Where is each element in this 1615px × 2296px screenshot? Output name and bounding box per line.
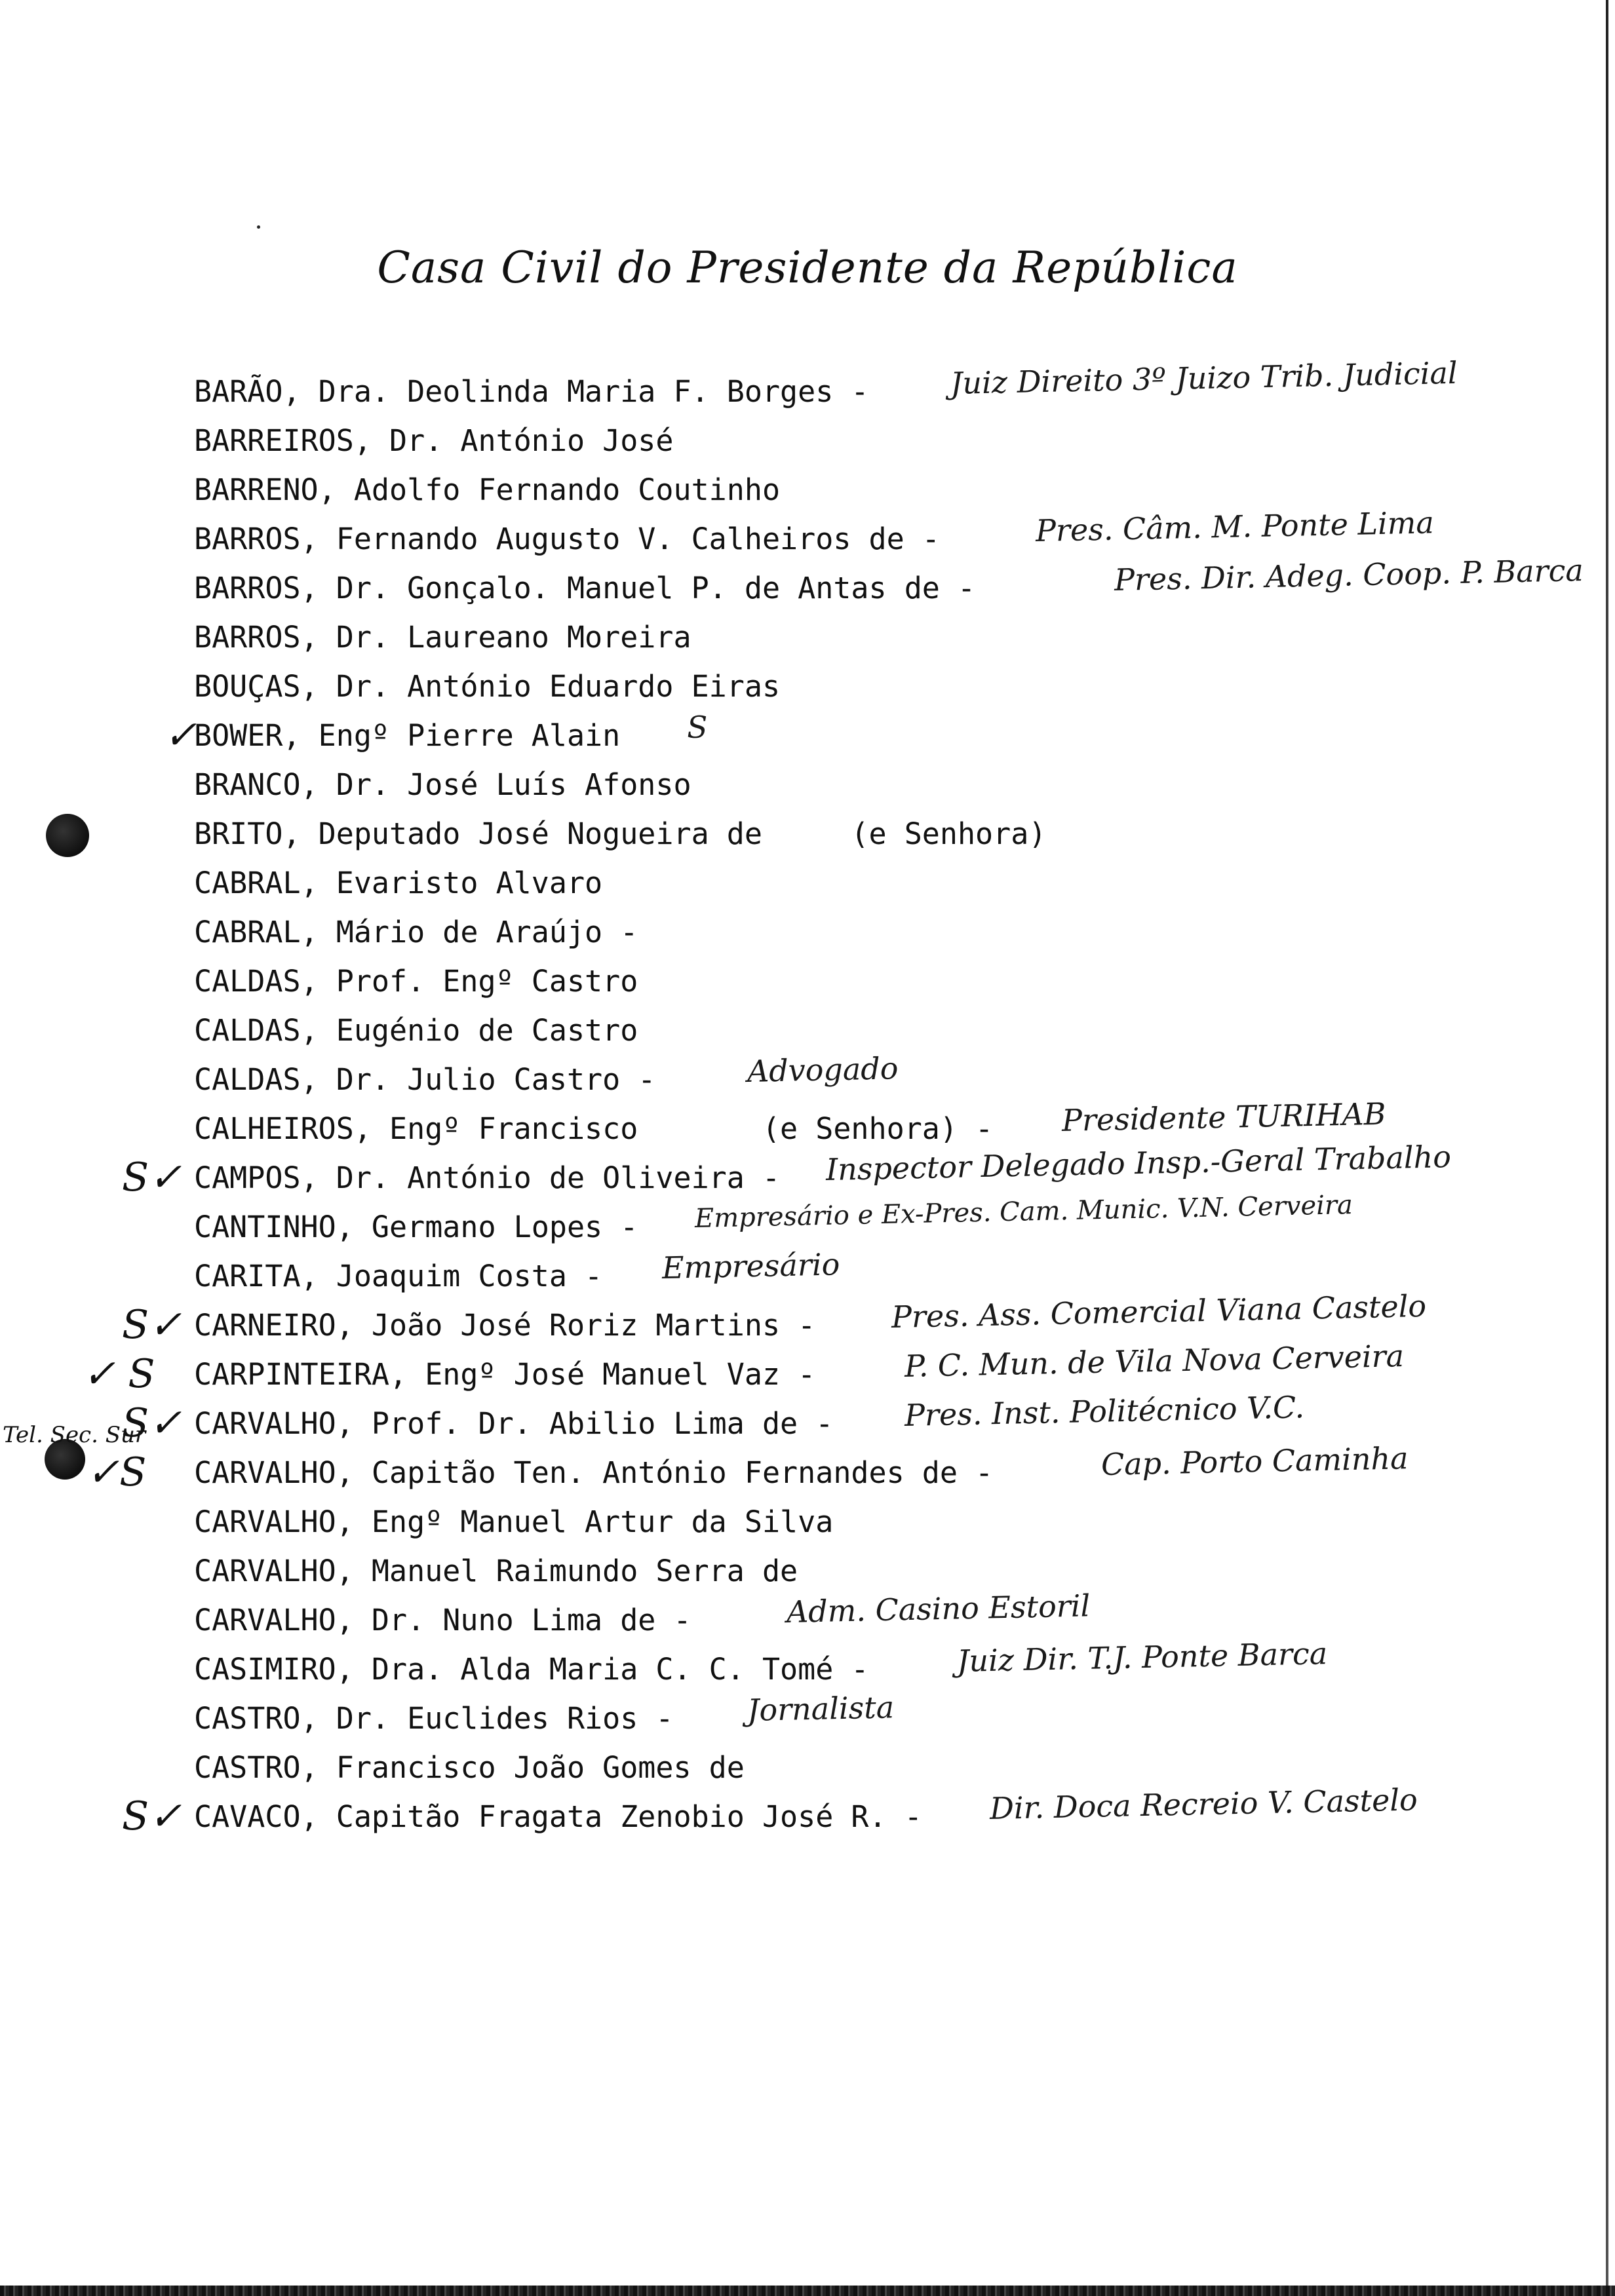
list-item [0,1338,1615,1399]
entry-name: BARRENO, Adolfo Fernando Coutinho [194,472,781,507]
scan-border [0,2286,1615,2296]
entry-name: CAMPOS, Dr. António de Oliveira - [194,1160,781,1195]
entry-name: CANTINHO, Germano Lopes - [194,1210,638,1244]
entry-name: CALDAS, Dr. Julio Castro - [194,1062,656,1097]
handwritten-note: Juiz Direito 3º Juizo Trib. Judicial [950,354,1458,401]
letterhead: Casa Civil do Presidente da República [377,242,1238,293]
list-item [0,1782,1615,1841]
list-item [0,858,1615,908]
entry-name: CARVALHO, Capitão Ten. António Fernandes de - [194,1455,994,1490]
handwritten-note: Advogado [747,1050,899,1089]
handwritten-note: P. C. Mun. de Vila Nova Cerveira [904,1338,1405,1384]
entry-name: CARVALHO, Manuel Raimundo Serra de [194,1554,798,1588]
entry-name: BARROS, Fernando Augusto V. Calheiros de - [194,522,940,556]
entry-name: CASTRO, Dr. Euclides Rios - [194,1701,674,1736]
list-item [0,1497,1615,1546]
handwritten-note: Empresário e Ex-Pres. Cam. Munic. V.N. Cerveira [694,1189,1353,1234]
entry-name: CARVALHO, Engº Manuel Artur da Silva [194,1504,834,1539]
entry-name: CARVALHO, Dr. Nuno Lima de - [194,1603,691,1637]
handwritten-note: Pres. Inst. Politécnico V.C. [904,1389,1305,1433]
handwritten-note: Pres. Ass. Comercial Viana Castelo [891,1288,1427,1335]
handwritten-note: Cap. Porto Caminha [1100,1440,1409,1482]
checkmark-annotation: S✓ [122,1793,182,1839]
list-item [0,957,1615,1006]
checkmark-annotation: S✓ [122,1302,182,1348]
handwritten-note: Pres. Dir. Adeg. Coop. P. Barca [1114,552,1584,598]
handwritten-note: Inspector Delegado Insp.-Geral Trabalho [825,1139,1452,1187]
handwritten-note: S [686,709,709,745]
handwritten-side-note: Tel. Sec. Sur [3,1422,146,1448]
entry-name: CAVACO, Capitão Fragata Zenobio José R. - [194,1799,922,1834]
list-item [0,613,1615,662]
entry-name: CABRAL, Evaristo Alvaro [194,866,603,900]
entry-name: BARROS, Dr. Laureano Moreira [194,620,691,655]
checkmark-annotation: S✓ [122,1400,182,1446]
list-item [0,1588,1615,1645]
handwritten-note: Juiz Dir. T.J. Ponte Barca [956,1636,1328,1679]
list-item [0,908,1615,957]
handwritten-note: Presidente TURIHAB [1061,1096,1386,1138]
entry-name: BARROS, Dr. Gonçalo. Manuel P. de Antas de - [194,571,976,605]
entry-name: BOUÇAS, Dr. António Eduardo Eiras [194,669,781,704]
entry-name: CASTRO, Francisco João Gomes de [194,1750,745,1785]
entry-name: CALDAS, Eugénio de Castro [194,1013,638,1048]
list-item [0,1689,1615,1743]
checkmark-annotation: ✓S [87,1449,147,1495]
checkmark-annotation: ✓ [164,712,197,758]
checkmark-annotation: S✓ [122,1155,182,1200]
handwritten-note: Jornalista [747,1689,895,1728]
list-item [0,416,1615,465]
entry-name: BARREIROS, Dr. António José [194,423,674,458]
page-edge [1606,0,1608,2296]
handwritten-note: Adm. Casino Estoril [786,1588,1091,1630]
list-item [0,1440,1615,1497]
entry-name: BOWER, Engº Pierre Alain [194,718,621,753]
entry-name: CALHEIROS, Engº Francisco (e Senhora) - [194,1111,994,1146]
entry-name: CARPINTEIRA, Engº José Manuel Vaz - [194,1357,816,1392]
entry-name: BRITO, Deputado José Nogueira de (e Senhora) [194,816,1047,851]
list-item [0,809,1615,858]
list-item [0,552,1615,613]
entry-name: BRANCO, Dr. José Luís Afonso [194,767,691,802]
list-item [0,354,1615,416]
handwritten-note: Pres. Câm. M. Ponte Lima [1035,505,1435,548]
entry-name: CALDAS, Prof. Engº Castro [194,964,638,999]
handwritten-note: Empresário [661,1246,840,1286]
handwritten-note: Dir. Doca Recreio V. Castelo [989,1782,1418,1826]
ink-speck [257,225,260,229]
entry-name: CARVALHO, Prof. Dr. Abilio Lima de - [194,1406,834,1441]
entry-name: BARÃO, Dra. Deolinda Maria F. Borges - [194,374,869,409]
entry-name: CARITA, Joaquim Costa - [194,1259,603,1293]
checkmark-annotation: ✓ S [83,1351,155,1397]
list-item [0,760,1615,809]
entry-name: CASIMIRO, Dra. Alda Maria C. C. Tomé - [194,1652,869,1687]
entry-name: CABRAL, Mário de Araújo - [194,915,638,949]
list-item [0,711,1615,760]
entry-name: CARNEIRO, João José Roriz Martins - [194,1308,816,1343]
list-item [0,662,1615,711]
